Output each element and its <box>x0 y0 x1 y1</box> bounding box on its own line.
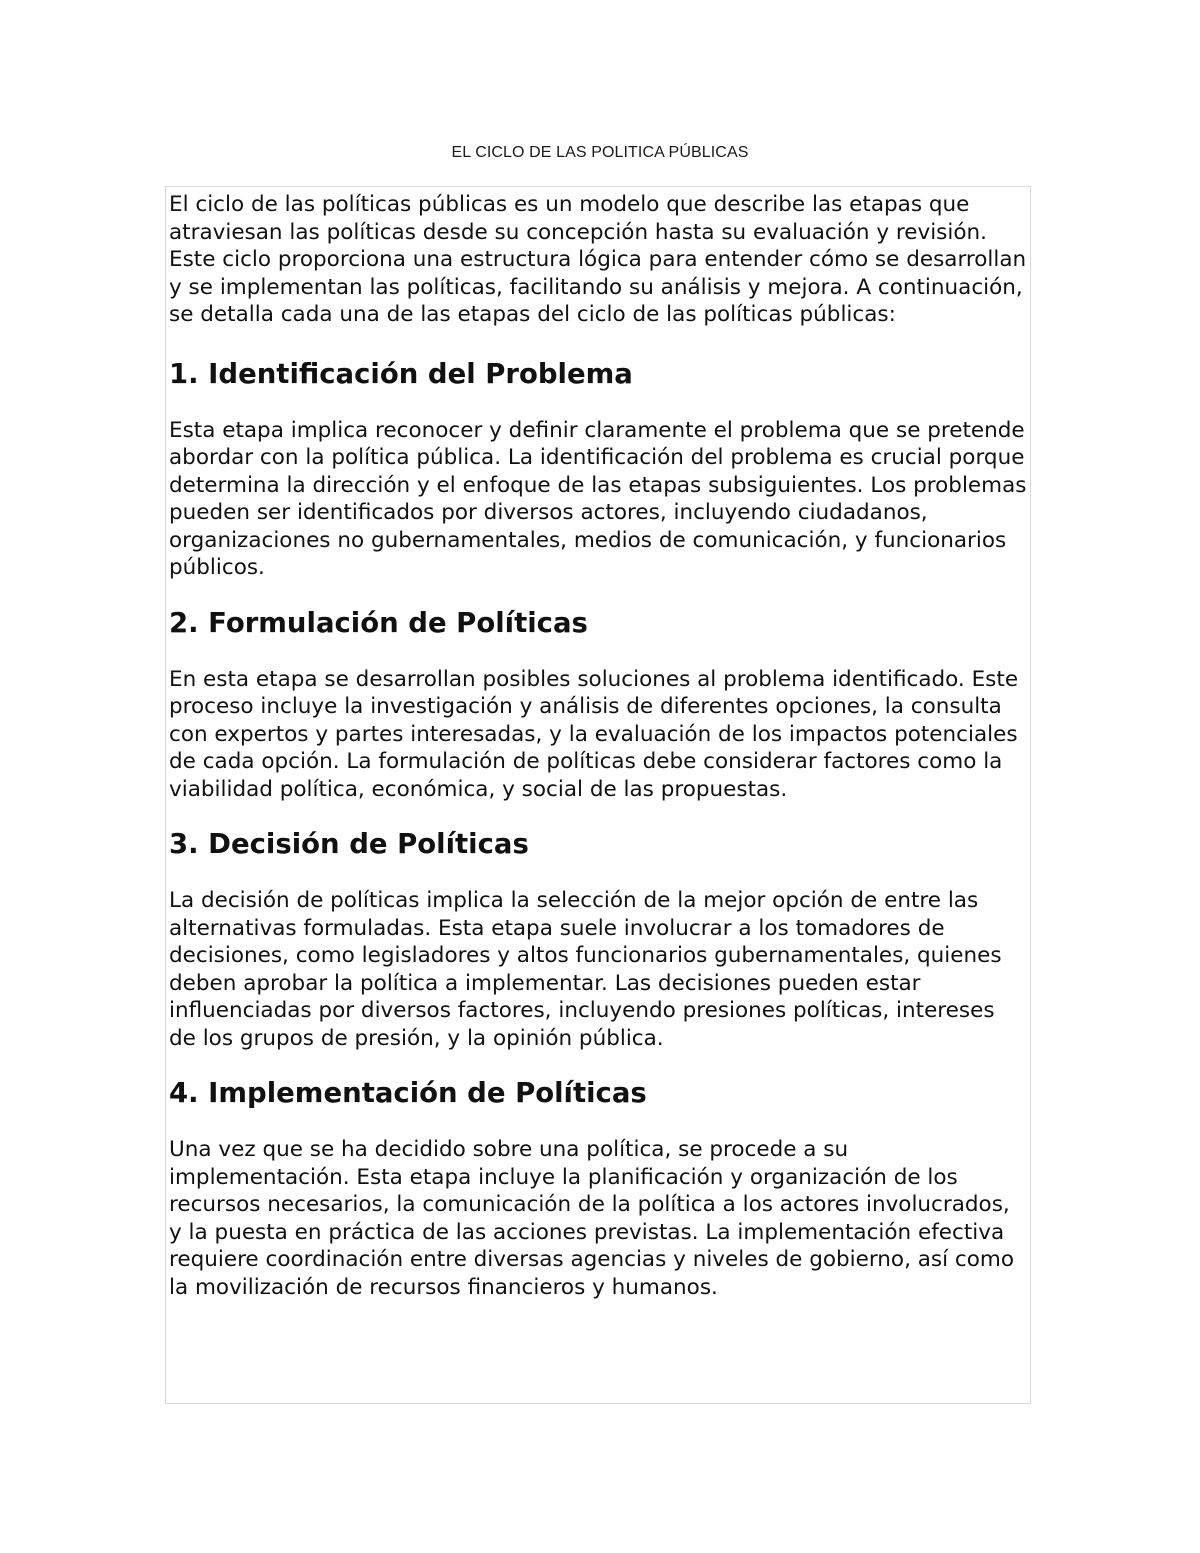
document-body <box>165 186 1031 1404</box>
section-heading-implementacion: 4. Implementación de Políticas <box>169 1077 647 1109</box>
section-body-decision: La decisión de políticas implica la selección de la mejor opción de entre las alternativas formuladas. Esta etapa suele involucrar a los tomadores de decisiones, como legisladores y altos funcionarios gubernamentales, quienes deben aprobar la política a implementar. Las decisiones pueden estar influenciadas por diversos factores, incluyendo presiones políticas, intereses de los grupos de presión, y la opinión pública. <box>169 888 1002 1051</box>
section-heading-formulacion: 2. Formulación de Políticas <box>169 606 588 639</box>
section-body-identificacion: Esta etapa implica reconocer y definir claramente el problema que se pretende abordar con la política pública. La identificación del problema es crucial porque determina la dirección y el enfoque de las etapas subsiguientes. Los problemas pueden ser identificados por diversos actores, incluyendo ciudadanos, organizaciones no gubernamentales, medios de comunicación, y funcionarios públicos. <box>169 417 1027 580</box>
section-heading-identificacion: 1. Identificación del Problema <box>169 357 633 390</box>
section-heading-decision: 3. Decisión de Políticas <box>169 828 529 860</box>
intro-paragraph: El ciclo de las políticas públicas es un modelo que describe las etapas que atraviesan las políticas desde su concepción hasta su evaluación y revisión. Este ciclo proporciona una estructura lógica para entender cómo se desarrollan y se implementan las políticas, facilitando su análisis y mejora. A continuación, se detalla cada una de las etapas del ciclo de las políticas públicas: <box>169 192 1027 327</box>
section-body-formulacion: En esta etapa se desarrollan posibles soluciones al problema identificado. Este proceso incluye la investigación y análisis de diferentes opciones, la consulta con expertos y partes interesadas, y la evaluación de los impactos potenciales de cada opción. La formulación de políticas debe considerar factores como la viabilidad política, económica, y social de las propuestas. <box>169 666 1019 802</box>
section-body-implementacion: Una vez que se ha decidido sobre una política, se procede a su implementación. Esta etapa incluye la planificación y organización de los recursos necesarios, la comunicación de la política a los actores involucrados, y la puesta en práctica de las acciones previstas. La implementación efectiva requiere coordinación entre diversas agencias y niveles de gobierno, así como la movilización de recursos financieros y humanos. <box>169 1137 1015 1300</box>
document-title: EL CICLO DE LAS POLITICA PÚBLICAS <box>451 144 749 161</box>
